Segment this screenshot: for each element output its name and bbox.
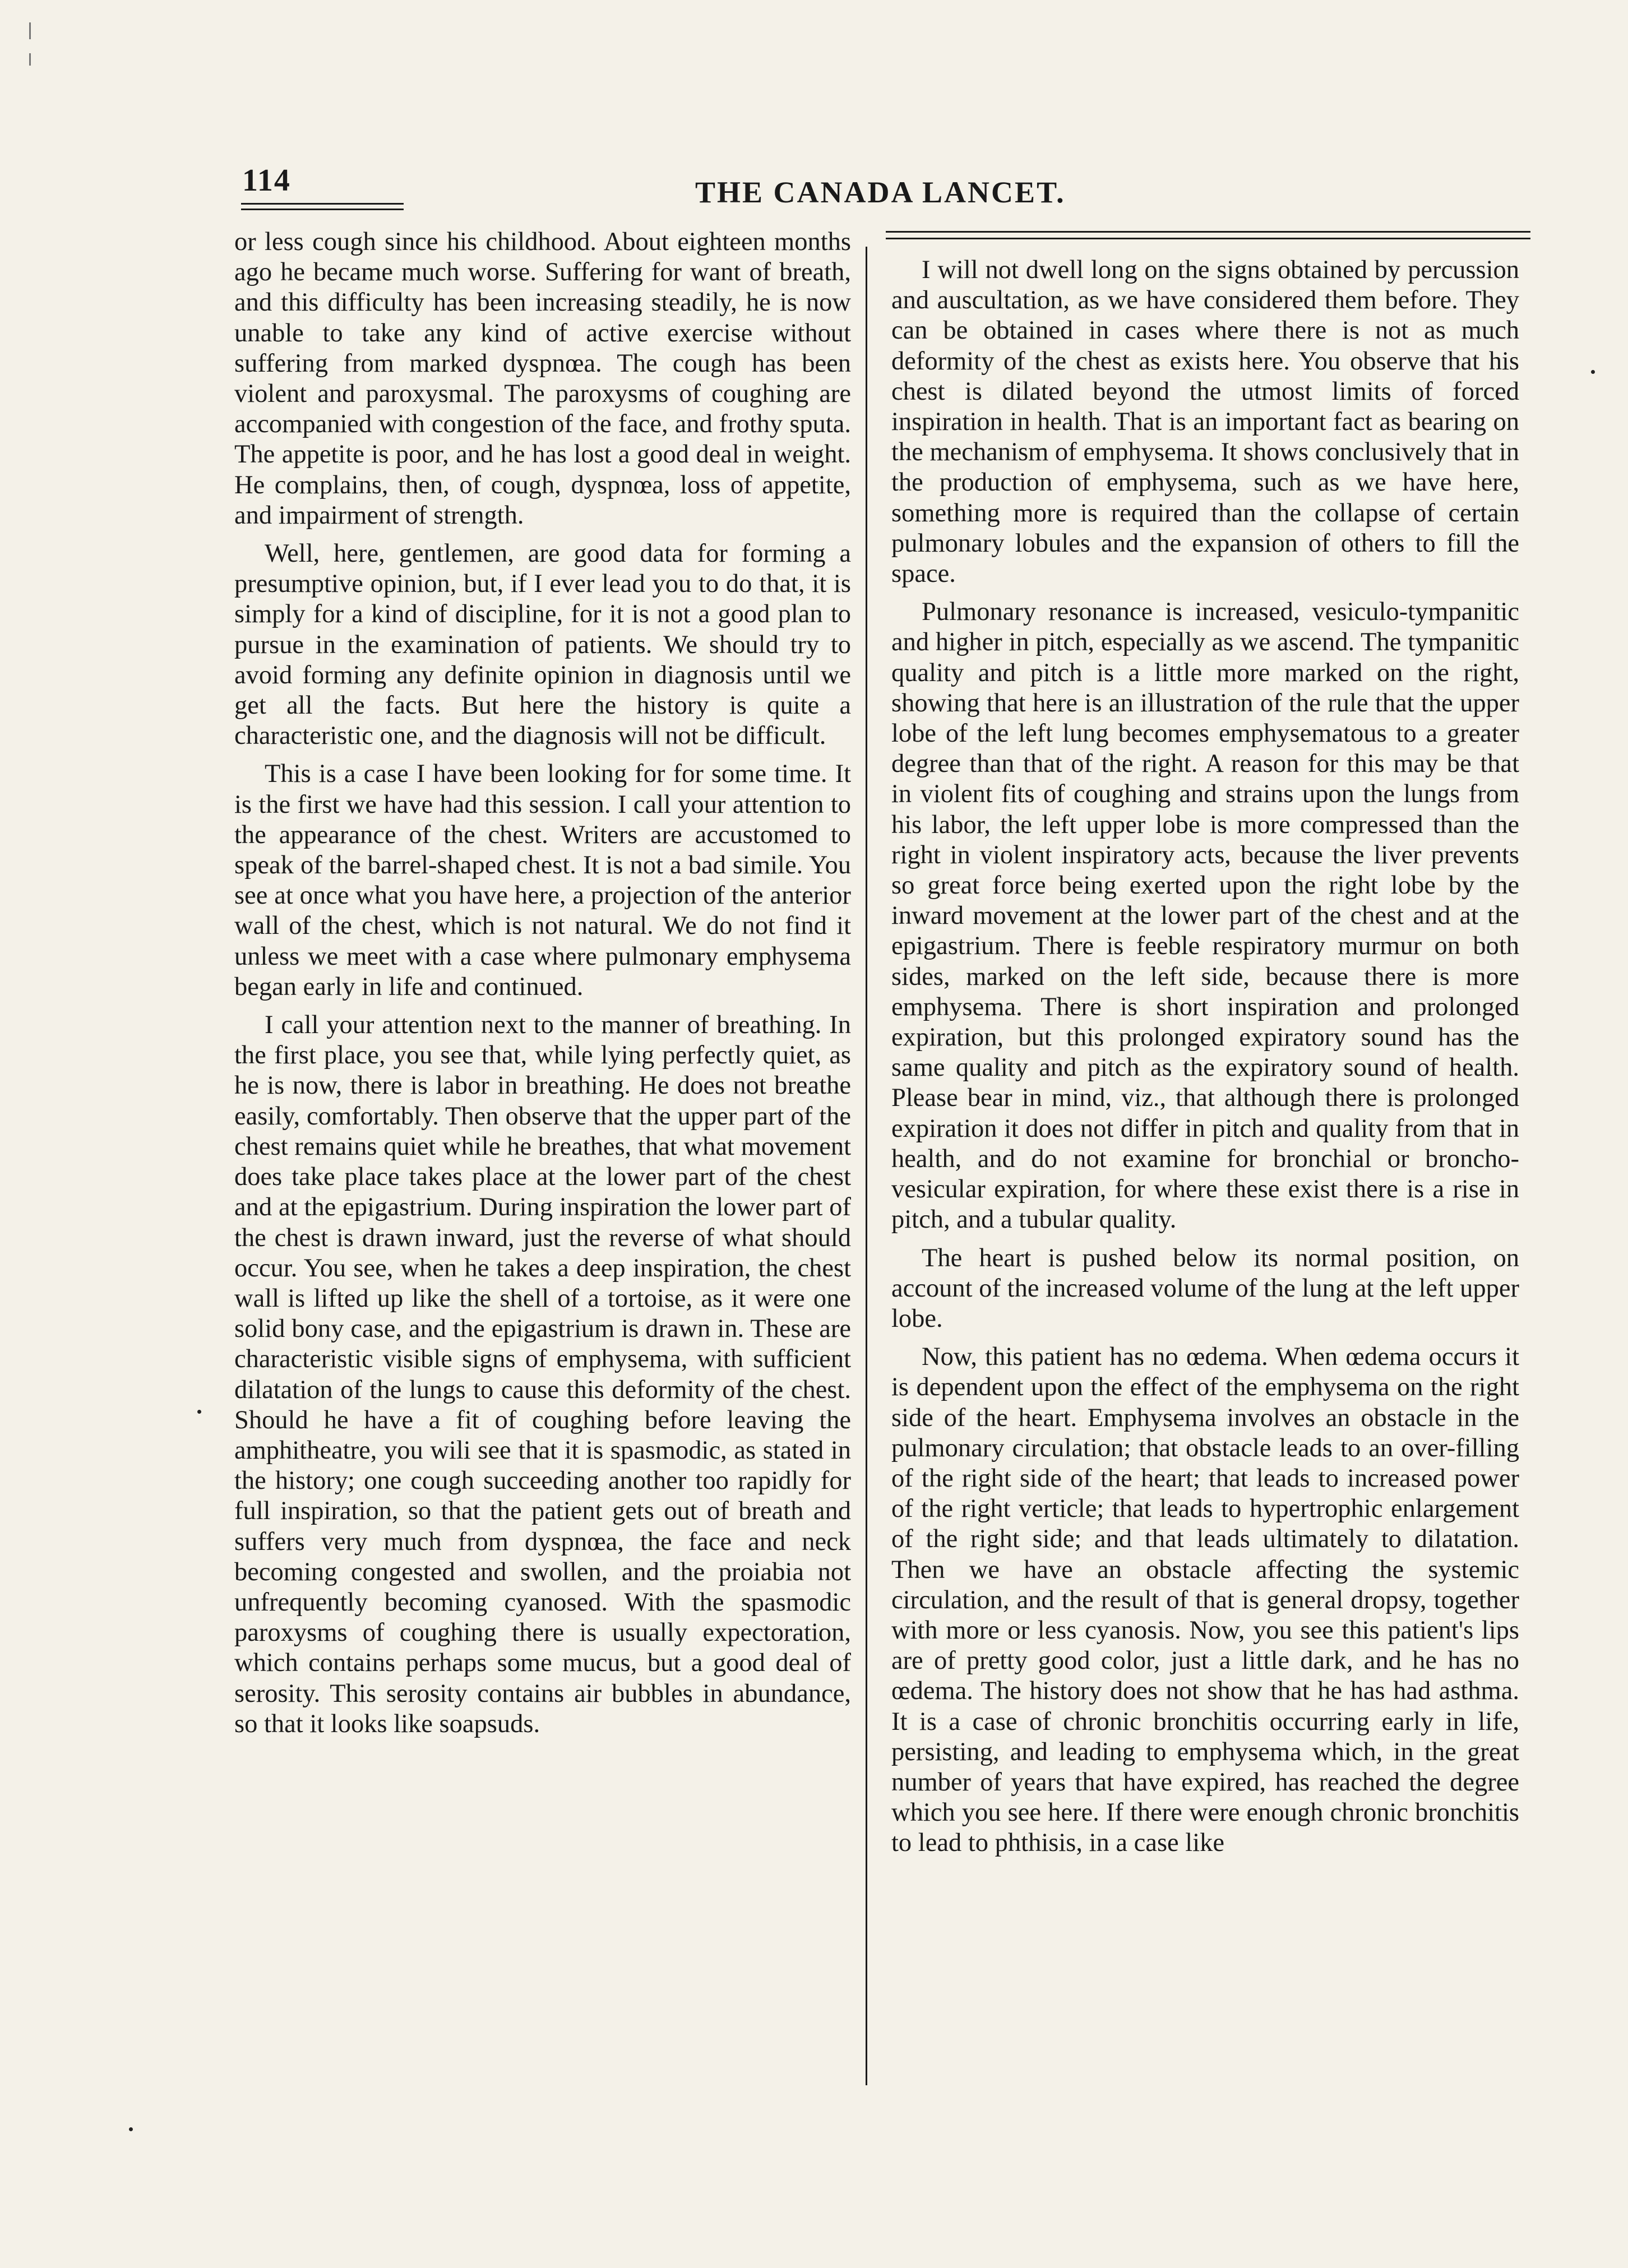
paragraph: I will not dwell long on the signs obtained by percussion and auscultation, as we have considered them before. They can be obtained in cases where there is not as much deformity of the chest as exists here. You observe that his chest is dilated beyond the utmost limits of forced inspiration in health. That is an important fact as bearing on the mechanism of emphysema. It shows conclusively that in the production of emphysema, such as we have here, something more is required than the collapse of certain pulmonary lobules and the expansion of others to fill the space. [891,256,1519,589]
stray-dot [129,2127,133,2131]
left-column [234,227,851,1747]
running-head: THE CANADA LANCET. [695,175,1066,209]
paragraph: Pulmonary resonance is increased, vesiculo-tympanitic and higher in pitch, especially as we ascend. The tympanitic quality and pitch is a little more marked on the right, showing that here is an illustration of the rule that the upper lobe of the left lung becomes emphysematous to a greater degree than that of the right. A reason for this may be that in violent fits of coughing and strains upon the lungs from his labor, the left upper lobe is more compressed than the right in violent inspiratory acts, because the liver prevents so great force being exerted upon the right lobe by the inward movement at the lower part of the chest and at the epigastrium. There is feeble respiratory murmur on both sides, marked on the left side, because there is more emphysema. There is short inspiration and prolonged expiration, but this prolonged expiratory sound has the same quality and pitch as the expiratory sound of health. Please bear in mind, viz., that although there is prolonged expiration it does not differ in pitch and quality from that in health, and do not examine for bronchial or broncho-vesicular expiration, for where these exist there is a rise in pitch, and a tubular quality. [891,598,1519,1234]
header-rule-short [241,209,404,210]
paragraph: Well, here, gentlemen, are good data for forming a presumptive opinion, but, if I ever lead you to do that, it is simply for a kind of discipline, for it is not a good plan to pursue in the examination of patients. We should try to avoid forming any definite opinion in diagnosis until we get all the facts. But here the history is quite a characteristic one, and the diagnosis will not be difficult. [234,539,851,751]
right-column [891,255,1519,1867]
margin-mark [29,53,31,66]
header-rule-short [241,203,404,205]
paragraph: Now, this patient has no œdema. When œdema occurs it is dependent upon the effect of the emphysema on the right side of the heart. Emphysema involves an obstacle in the pulmonary circulation; that obstacle leads to an over-filling of the right side of the heart; that leads to increased power of the right verticle; that leads to hypertrophic enlargement of the right side; and that leads ultimately to dilatation. Then we have an obstacle affecting the systemic circulation, and the result of that is general dropsy, together with more or less cyanosis. Now, you see this patient's lips are of pretty good color, just a little dark, and he has no œdema. The history does not show that he has had asthma. It is a case of chronic bronchitis occurring early in life, persisting, and leading to emphysema which, in the great number of years that have expired, has reached the degree which you see here. If there were enough chronic bronchitis to lead to phthisis, in a case like [891,1343,1519,1858]
paragraph: I call your attention next to the manner of breathing. In the first place, you see that, while lying perfectly quiet, as he is now, there is labor in breathing. He does not breathe easily, comfortably. Then observe that the upper part of the chest remains quiet while he breathes, that what movement does take place takes place at the lower part of the chest and at the epigastrium. During inspiration the lower part of the chest is drawn inward, just the reverse of what should occur. You see, when he takes a deep inspiration, the chest wall is lifted up like the shell of a tortoise, as it were one solid bony case, and the epigastrium is drawn in. These are characteristic visible signs of emphysema, with sufficient dilatation of the lungs to cause this deformity of the chest. Should he have a fit of coughing before leaving the amphitheatre, you wili see that it is spasmodic, as stated in the history; one cough succeeding another too rapidly for full inspiration, so that the patient gets out of breath and suffers very much from dyspnœa, the face and neck becoming congested and swollen, and the proiabia not unfrequently becoming cyanosed. With the spasmodic paroxysms of coughing there is usually expectoration, which contains perhaps some mucus, but a good deal of serosity. This serosity contains air bubbles in abundance, so that it looks like soapsuds. [234,1011,851,1738]
header-rule-right [886,238,1530,239]
stray-dot [197,1410,201,1414]
margin-mark [29,22,31,39]
column-divider [866,247,867,2085]
paragraph: This is a case I have been looking for for some time. It is the first we have had this session. I call your attention to the appearance of the chest. Writers are accustomed to speak of the barrel-shaped chest. It is not a bad simile. You see at once what you have here, a projection of the anterior wall of the chest, which is not natural. We do not find it unless we meet with a case where pulmonary emphysema began early in life and continued. [234,760,851,1001]
page-number: 114 [242,163,291,198]
paragraph: or less cough since his childhood. About eighteen months ago he became much worse. Suffering for want of breath, and this difficulty has been increasing steadily, he is now unable to take any kind of active exercise without suffering from marked dyspnœa. The cough has been violent and paroxysmal. The paroxysms of coughing are accompanied with congestion of the face, and frothy sputa. The appetite is poor, and he has lost a good deal in weight. He complains, then, of cough, dyspnœa, loss of appetite, and impairment of strength. [234,228,851,530]
stray-dot [1591,370,1595,374]
header-rule-right [886,231,1530,233]
paragraph: The heart is pushed below its normal position, on account of the increased volume of the lung at the left upper lobe. [891,1243,1519,1333]
